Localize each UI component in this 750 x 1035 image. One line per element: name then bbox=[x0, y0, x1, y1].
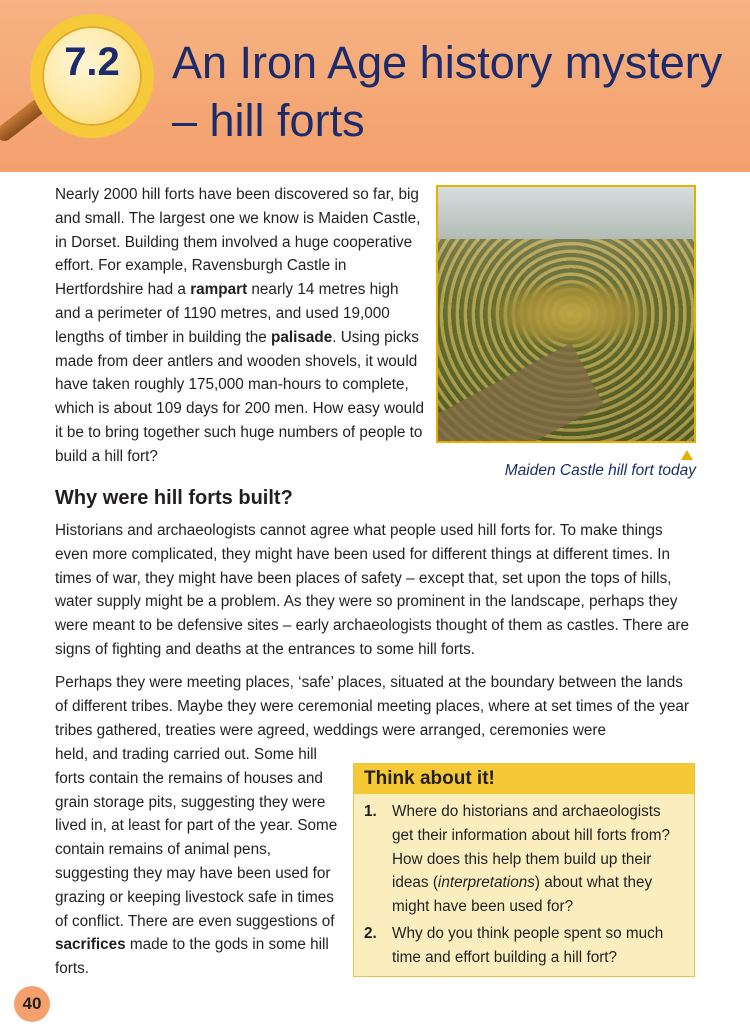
question-list bbox=[354, 794, 694, 970]
paragraph-1: Historians and archaeologists cannot agree what people used hill forts for. To make things even more complicated, they might have been used for different things at different times. In times of war, they might have been places of safety – except that, set upon the tops of hills, water supply might be a problem. As they were so prominent in the landscape, perhaps they were meant to be defensive sites – early archaeologists thought of them as castles. There are signs of fighting and deaths at the entrances to some hill forts. bbox=[55, 522, 690, 658]
paragraph-2: Perhaps they were meeting places, ‘safe’ places, situated at the boundary between the lands of different tribes. Maybe they were ceremonial meeting places, where at set times of the year tribes gathered, treaties were agreed, weddings were arranged, ceremonies were bbox=[55, 674, 689, 739]
think-about-it-box bbox=[353, 763, 695, 977]
caption-triangle-icon bbox=[681, 450, 693, 460]
para3-text-b: made to the gods in some hill forts. bbox=[55, 936, 329, 978]
question-italic: interpretations bbox=[437, 874, 535, 892]
question-text: Where do historians and archaeologists get their information about hill forts from? How does this help them build up their ideas ( bbox=[392, 803, 671, 892]
intro-text-3: . Using picks made from deer antlers and wooden shovels, it would have taken roughly 175,000 man-hours to complete, which is about 109 days for 200 men. How easy would it be to bring together such huge numbers of people to build a hill fort? bbox=[55, 328, 425, 465]
intro-text-2: nearly 14 metres high and a perimeter of 1190 metres, and used 19,000 lengths of timber in building the bbox=[55, 281, 399, 346]
page-title: An Iron Age history mystery – hill forts bbox=[172, 37, 723, 146]
keyword-rampart: rampart bbox=[190, 281, 248, 299]
maiden-castle-photo bbox=[436, 185, 696, 443]
question-number: 2. bbox=[364, 924, 377, 942]
intro-paragraph bbox=[55, 183, 425, 469]
question-item bbox=[364, 800, 684, 919]
question-number: 1. bbox=[364, 803, 377, 820]
keyword-sacrifices: sacrifices bbox=[55, 936, 126, 954]
para3-text-a: held, and trading carried out. Some hill forts contain the remains of houses and grain storage pits, suggesting they were lived in, at least for part of the year. Some contain remains of animal pens, suggesting they may have been used for grazing or keeping livestock safe in times of conflict. There are even suggestions of bbox=[55, 746, 338, 930]
question-item bbox=[364, 922, 684, 970]
paragraph-3 bbox=[55, 743, 340, 981]
section-heading: Why were hill forts built? bbox=[55, 487, 293, 509]
think-heading: Think about it! bbox=[354, 764, 694, 794]
section-number: 7.2 bbox=[64, 40, 120, 84]
photo-sky bbox=[438, 187, 694, 239]
photo-field bbox=[436, 343, 604, 443]
photo-caption: Maiden Castle hill fort today bbox=[504, 462, 696, 479]
question-text: Why do you think people spent so much time and effort building a hill fort? bbox=[392, 924, 664, 966]
intro-text-1: Nearly 2000 hill forts have been discovered so far, big and small. The largest one we know is Maiden Castle, in Dorset. Building them involved a huge cooperative effort. For example, Ravensburgh Castle in Hertfordshire had a bbox=[55, 186, 421, 299]
question-text: ) about what they might have been used for? bbox=[392, 874, 653, 916]
header-band bbox=[0, 0, 750, 172]
page-number: 40 bbox=[14, 986, 50, 1022]
keyword-palisade: palisade bbox=[271, 328, 333, 346]
